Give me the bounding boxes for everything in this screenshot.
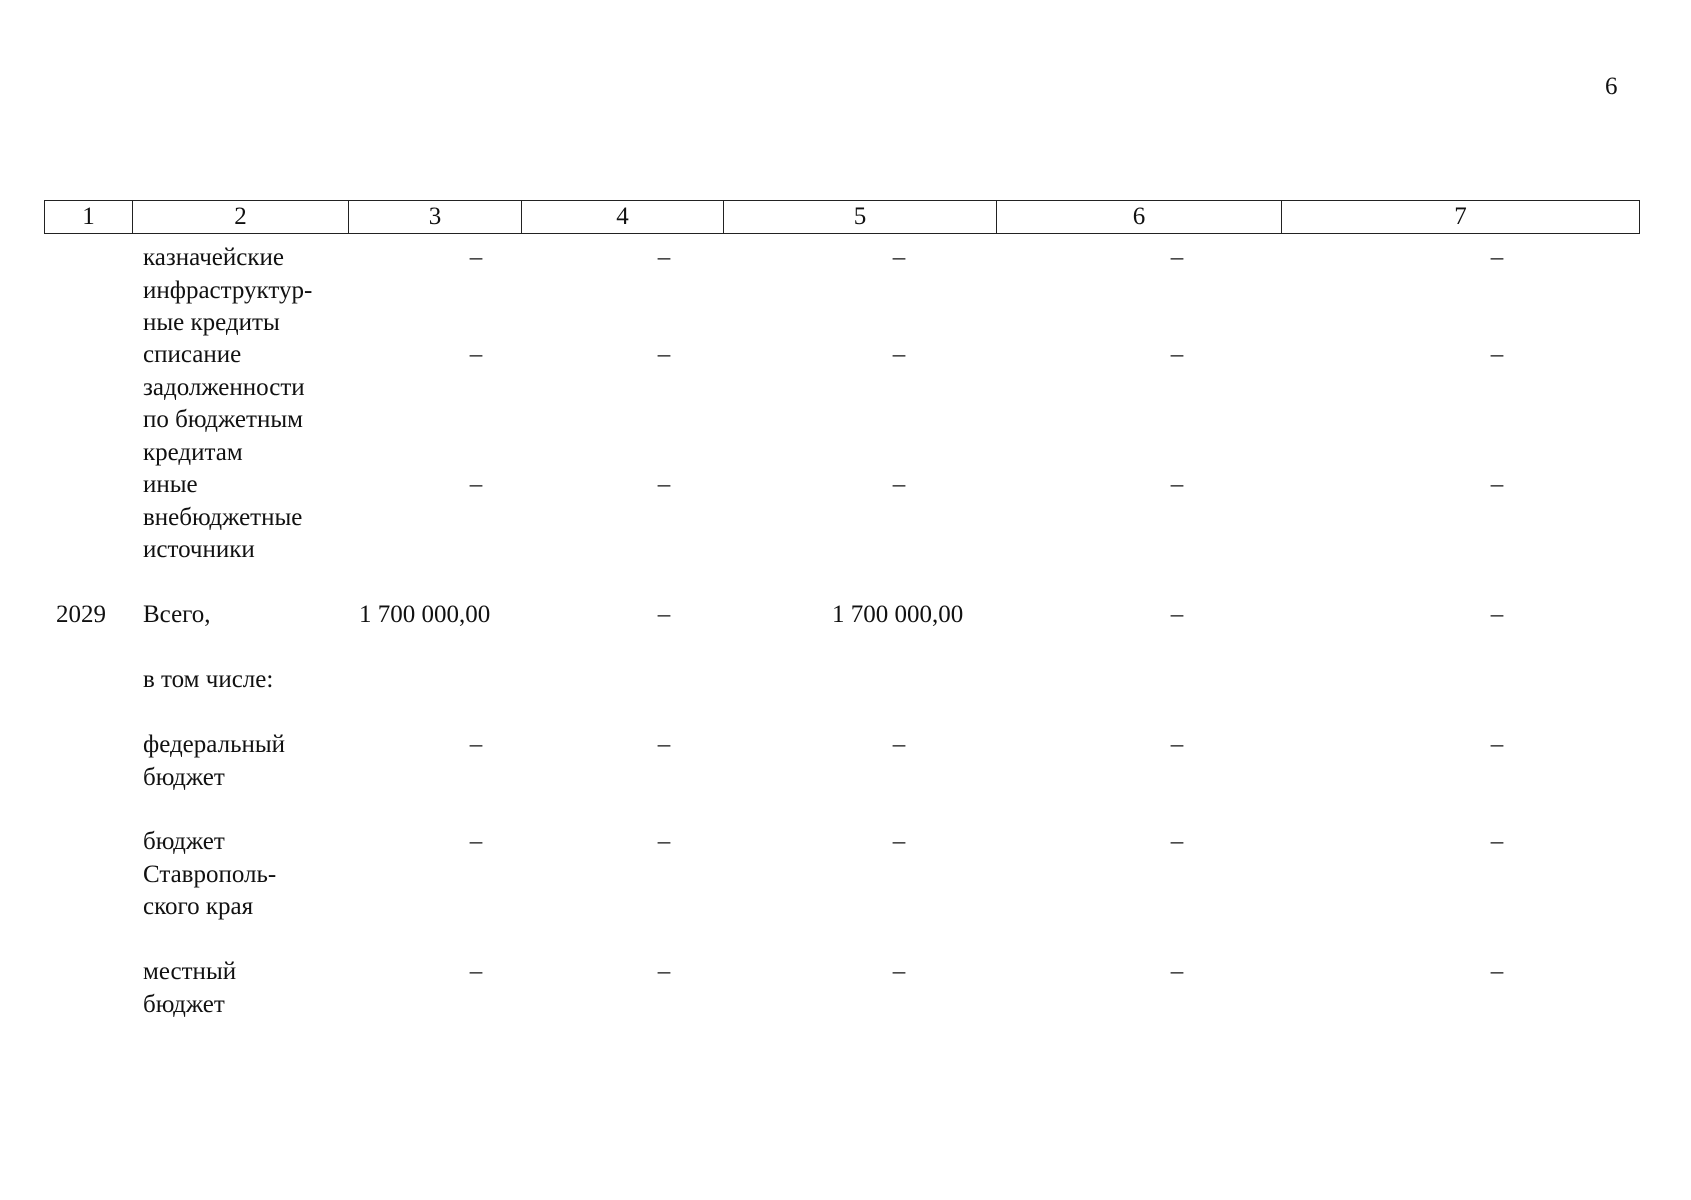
cell-col-5: – bbox=[892, 341, 906, 368]
cell-col-6: – bbox=[1170, 601, 1184, 628]
cell-col-7: – bbox=[1490, 471, 1504, 498]
table-header-wrap bbox=[44, 200, 1632, 234]
cell-col-4: – bbox=[657, 731, 671, 758]
cell-col-5: – bbox=[892, 828, 906, 855]
cell-col-6: – bbox=[1170, 471, 1184, 498]
cell-col-3: 1 700 000,00 bbox=[359, 601, 491, 628]
label-line: местный bbox=[143, 958, 237, 985]
row-label bbox=[143, 242, 353, 340]
cell-col-3: – bbox=[469, 958, 483, 985]
cell-col-3: – bbox=[469, 731, 483, 758]
cell-col-3: – bbox=[469, 341, 483, 368]
label-line: источники bbox=[143, 536, 255, 563]
cell-col-6: – bbox=[1170, 341, 1184, 368]
label-line: ского края bbox=[143, 893, 254, 920]
cell-col-5: – bbox=[892, 958, 906, 985]
cell-col-7: – bbox=[1490, 828, 1504, 855]
cell-col-4: – bbox=[657, 828, 671, 855]
row-label bbox=[143, 469, 353, 567]
label-line: в том числе: bbox=[143, 666, 274, 693]
header-col-1: 1 bbox=[45, 201, 133, 234]
row-label bbox=[143, 599, 353, 632]
header-col-5: 5 bbox=[724, 201, 997, 234]
label-line: бюджет bbox=[143, 828, 225, 855]
row-year: 2029 bbox=[56, 601, 106, 628]
header-row bbox=[45, 201, 1640, 234]
cell-col-6: – bbox=[1170, 958, 1184, 985]
page-number: 6 bbox=[1605, 73, 1618, 100]
label-line: кредитам bbox=[143, 438, 243, 466]
label-line: казначейские bbox=[143, 244, 284, 271]
cell-col-6: – bbox=[1170, 244, 1184, 271]
row-label bbox=[143, 956, 353, 1021]
cell-col-4: – bbox=[657, 244, 671, 271]
label-line: бюджет bbox=[143, 763, 225, 791]
label-line: иные bbox=[143, 471, 198, 498]
cell-col-7: – bbox=[1490, 341, 1504, 368]
label-line: федеральный bbox=[143, 731, 286, 758]
cell-col-7: – bbox=[1490, 601, 1504, 628]
label-line: ные кредиты bbox=[143, 309, 280, 336]
label-line: бюджет bbox=[143, 990, 225, 1018]
label-line: внебюджетные bbox=[143, 503, 303, 531]
row-label bbox=[143, 339, 353, 469]
cell-col-5: – bbox=[892, 244, 906, 271]
cell-col-5: 1 700 000,00 bbox=[832, 601, 964, 628]
cell-col-4: – bbox=[657, 341, 671, 368]
cell-col-5: – bbox=[892, 731, 906, 758]
header-col-2: 2 bbox=[133, 201, 349, 234]
row-label bbox=[143, 729, 353, 794]
cell-col-4: – bbox=[657, 601, 671, 628]
cell-col-7: – bbox=[1490, 244, 1504, 271]
label-line: Всего, bbox=[143, 601, 211, 628]
column-number-header bbox=[44, 200, 1640, 234]
cell-col-3: – bbox=[469, 471, 483, 498]
label-line: задолженности bbox=[143, 373, 305, 401]
row-label bbox=[143, 664, 353, 697]
cell-col-7: – bbox=[1490, 958, 1504, 985]
row-label bbox=[143, 826, 353, 924]
cell-col-3: – bbox=[469, 244, 483, 271]
cell-col-5: – bbox=[892, 471, 906, 498]
label-line: списание bbox=[143, 341, 242, 368]
header-col-6: 6 bbox=[997, 201, 1282, 234]
cell-col-6: – bbox=[1170, 828, 1184, 855]
cell-col-6: – bbox=[1170, 731, 1184, 758]
cell-col-4: – bbox=[657, 958, 671, 985]
label-line: Ставрополь- bbox=[143, 860, 277, 888]
label-line: по бюджетным bbox=[143, 406, 303, 433]
header-col-7: 7 bbox=[1282, 201, 1640, 234]
cell-col-7: – bbox=[1490, 731, 1504, 758]
cell-col-4: – bbox=[657, 471, 671, 498]
label-line: инфраструктур- bbox=[143, 276, 313, 304]
header-col-3: 3 bbox=[349, 201, 522, 234]
header-col-4: 4 bbox=[522, 201, 724, 234]
cell-col-3: – bbox=[469, 828, 483, 855]
